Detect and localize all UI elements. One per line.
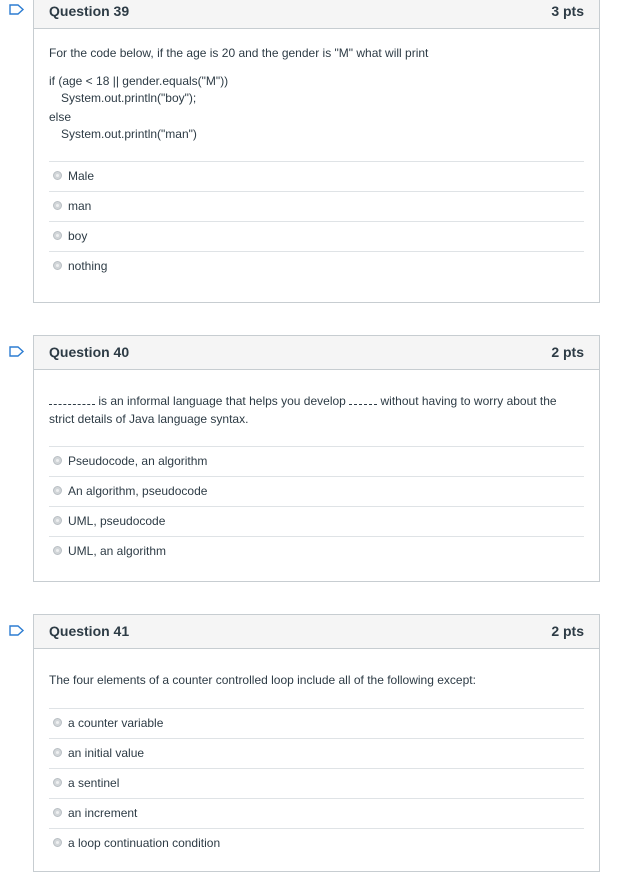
answer-option[interactable] xyxy=(49,161,584,191)
radio-button[interactable] xyxy=(53,171,62,180)
answer-label: UML, an algorithm xyxy=(68,544,167,558)
answer-list xyxy=(49,708,584,858)
answer-label: a counter variable xyxy=(68,716,164,730)
radio-button[interactable] xyxy=(53,201,62,210)
fill-in-blank-1 xyxy=(49,394,95,405)
answer-label: UML, pseudocode xyxy=(68,514,166,528)
radio-button[interactable] xyxy=(53,516,62,525)
question-points: 2 pts xyxy=(551,344,584,360)
question-title: Question 39 xyxy=(49,3,130,19)
radio-button[interactable] xyxy=(53,261,62,270)
answer-option[interactable] xyxy=(49,506,584,536)
answer-option[interactable] xyxy=(49,798,584,828)
question-points: 3 pts xyxy=(551,3,584,19)
answer-option[interactable] xyxy=(49,536,584,566)
answer-label: a loop continuation condition xyxy=(68,836,221,850)
answer-label: a sentinel xyxy=(68,776,120,790)
code-line-4: System.out.println("man") xyxy=(61,127,197,141)
answer-option[interactable] xyxy=(49,476,584,506)
answer-option[interactable] xyxy=(49,221,584,251)
radio-button[interactable] xyxy=(53,778,62,787)
prompt-text-part1: is an informal language that helps you develop xyxy=(95,394,350,408)
question-prompt: The four elements of a counter controlled loop include all of the following except: xyxy=(49,673,476,687)
radio-button[interactable] xyxy=(53,748,62,757)
flag-question-icon[interactable] xyxy=(9,4,25,15)
radio-button[interactable] xyxy=(53,231,62,240)
fill-in-blank-2 xyxy=(349,394,377,405)
radio-button[interactable] xyxy=(53,838,62,847)
prompt-text-line2: strict details of Java language syntax. xyxy=(49,412,249,426)
answer-label: nothing xyxy=(68,259,108,273)
answer-option[interactable] xyxy=(49,768,584,798)
answer-option[interactable] xyxy=(49,828,584,858)
prompt-text-part2: without having to worry about the xyxy=(377,394,557,408)
question-title: Question 40 xyxy=(49,344,130,360)
answer-label: man xyxy=(68,199,92,213)
question-41 xyxy=(33,614,600,872)
flag-question-icon[interactable] xyxy=(9,625,25,636)
answer-option[interactable] xyxy=(49,251,584,281)
answer-list xyxy=(49,446,584,566)
answer-label: an increment xyxy=(68,806,138,820)
question-prompt: For the code below, if the age is 20 and the gender is "M" what will print xyxy=(49,46,429,60)
radio-button[interactable] xyxy=(53,456,62,465)
radio-button[interactable] xyxy=(53,808,62,817)
answer-label: Pseudocode, an algorithm xyxy=(68,454,208,468)
answer-label: boy xyxy=(68,229,88,243)
code-line-3: else xyxy=(49,110,72,124)
flag-question-icon[interactable] xyxy=(9,346,25,357)
question-prompt xyxy=(49,392,579,428)
answer-option[interactable] xyxy=(49,738,584,768)
answer-option[interactable] xyxy=(49,708,584,738)
radio-button[interactable] xyxy=(53,718,62,727)
question-header xyxy=(34,615,599,649)
answer-option[interactable] xyxy=(49,191,584,221)
question-title: Question 41 xyxy=(49,623,130,639)
question-40 xyxy=(33,335,600,582)
answer-list xyxy=(49,161,584,281)
answer-label: an initial value xyxy=(68,746,145,760)
question-header xyxy=(34,0,599,29)
answer-label: Male xyxy=(68,169,95,183)
question-header xyxy=(34,336,599,370)
answer-option[interactable] xyxy=(49,446,584,476)
radio-button[interactable] xyxy=(53,546,62,555)
question-39 xyxy=(33,0,600,303)
question-points: 2 pts xyxy=(551,623,584,639)
radio-button[interactable] xyxy=(53,486,62,495)
answer-label: An algorithm, pseudocode xyxy=(68,484,208,498)
code-line-1: if (age < 18 || gender.equals("M")) xyxy=(49,74,229,88)
code-line-2: System.out.println("boy"); xyxy=(61,91,197,105)
